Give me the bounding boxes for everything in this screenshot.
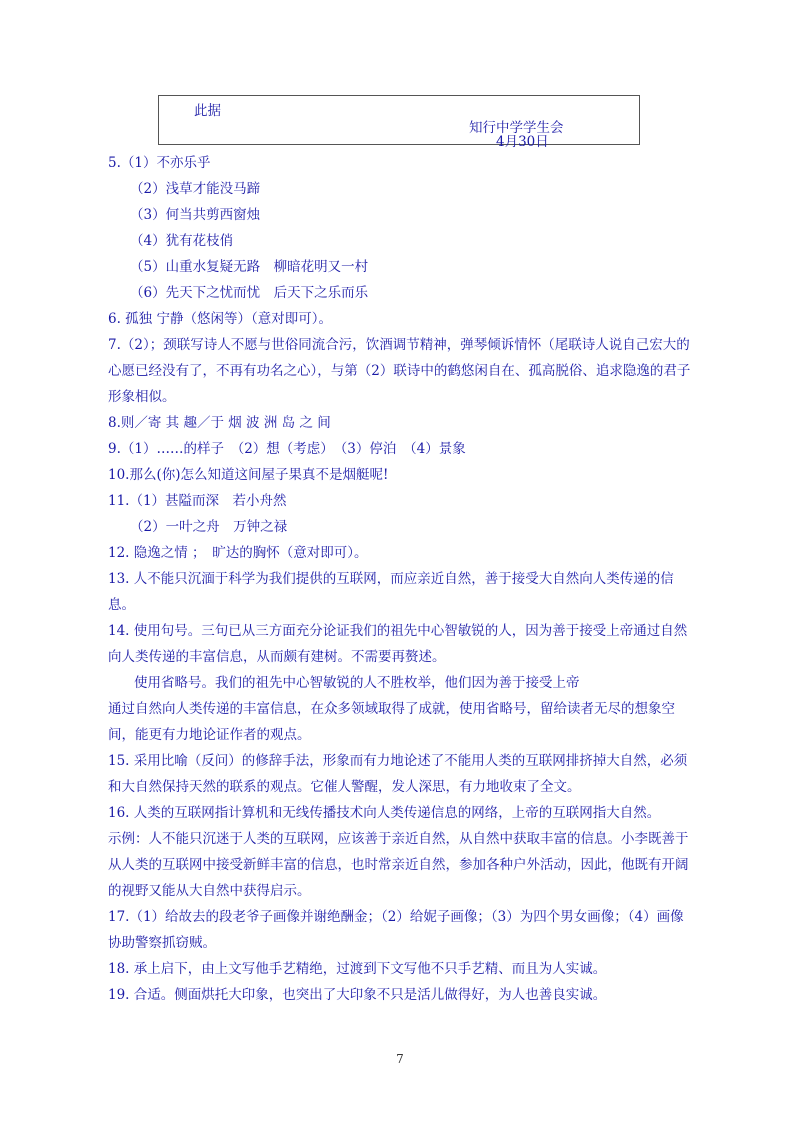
answer-5-2: （2）浅草才能没马蹄	[130, 181, 261, 197]
answer-6: 6. 孤独 宁静（悠闲等）（意对即可）。	[108, 311, 332, 327]
notice-box	[158, 95, 640, 150]
answer-18: 18. 承上启下，由上文写他手艺精绝，过渡到下文写他不只手艺精、而且为人实诚。	[108, 961, 607, 977]
answer-5-5: （5）山重水复疑无路 柳暗花明又一村	[130, 259, 369, 275]
answer-9: 9.（1）……的样子 （2）想（考虑） （3）停泊 （4）景象	[108, 441, 466, 457]
answer-15: 15. 采用比喻（反问）的修辞手法，形象而有力地论述了不能用人类的互联网排挤掉大自然，必须和大自然保持天然的联系的观点。它催人警醒，发人深思，有力地收束了全文。	[108, 753, 688, 795]
answer-16-a: 16. 人类的互联网指计算机和无线传播技术向人类传递信息的网络，上帝的互联网指大自然。	[108, 805, 661, 821]
answer-11-1: 11.（1）甚隘而深 若小舟然	[108, 493, 287, 509]
answer-14-b: 使用省略号。我们的祖先中心智敏锐的人不胜枚举，他们因为善于接受上帝	[134, 675, 580, 691]
answer-12: 12. 隐逸之情 ； 旷达的胸怀（意对即可）。	[108, 545, 368, 561]
answer-17: 17.（1）给故去的段老爷子画像并谢绝酬金；（2）给妮子画像；（3）为四个男女画像；（4）画像协助警察抓窃贼。	[108, 909, 684, 951]
answer-14-c: 通过自然向人类传递的丰富信息，在众多领域取得了成就，使用省略号，留给读者无尽的想象空间，能更有力地论证作者的观点。	[108, 701, 675, 743]
notice-date: 4月30日	[496, 134, 549, 150]
answer-13: 13. 人不能只沉湎于科学为我们提供的互联网，而应亲近自然，善于接受大自然向人类传递的信息。	[108, 571, 674, 613]
answer-5-4: （4）犹有花枝俏	[130, 233, 234, 249]
answer-19: 19. 合适。侧面烘托大印象，也突出了大印象不只是活儿做得好，为人也善良实诚。	[108, 987, 607, 1003]
answer-16-b: 示例：人不能只沉迷于人类的互联网，应该善于亲近自然，从自然中获取丰富的信息。小李既善于从人类的互联网中接受新鲜丰富的信息，也时常亲近自然，参加各种户外活动，因此，他既有开阔的视野又能从大自然中获得启示。	[108, 831, 689, 899]
answer-5-3: （3）何当共剪西窗烛	[130, 207, 261, 223]
answer-5-6: （6）先天下之忧而忧 后天下之乐而乐	[130, 285, 369, 301]
answer-list	[108, 150, 696, 1008]
answer-7: 7.（2）；颈联写诗人不愿与世俗同流合污，饮酒调节精神，弹琴倾诉情怀（尾联诗人说自己宏大的心愿已经没有了，不再有功名之心），与第（2）联诗中的鹤悠闲自在、孤高脱俗、追求隐逸的君子形象相似。	[108, 337, 691, 405]
notice-organization: 知行中学学生会	[469, 120, 564, 136]
answer-14-a: 14. 使用句号。三句已从三方面充分论证我们的祖先中心智敏锐的人，因为善于接受上帝通过自然向人类传递的丰富信息，从而颇有建树。不需要再赘述。	[108, 623, 688, 665]
page-number: 7	[396, 1052, 404, 1066]
answer-10: 10.那么(你)怎么知道这间屋子果真不是烟艇呢!	[108, 467, 389, 483]
answer-5-1: 5.（1）不亦乐乎	[108, 155, 211, 171]
answer-8: 8.则／寄 其 趣／于 烟 波 洲 岛 之 间	[108, 415, 331, 431]
notice-left-text: 此据	[194, 103, 221, 119]
answer-11-2: （2）一叶之舟 万钟之禄	[130, 519, 288, 535]
